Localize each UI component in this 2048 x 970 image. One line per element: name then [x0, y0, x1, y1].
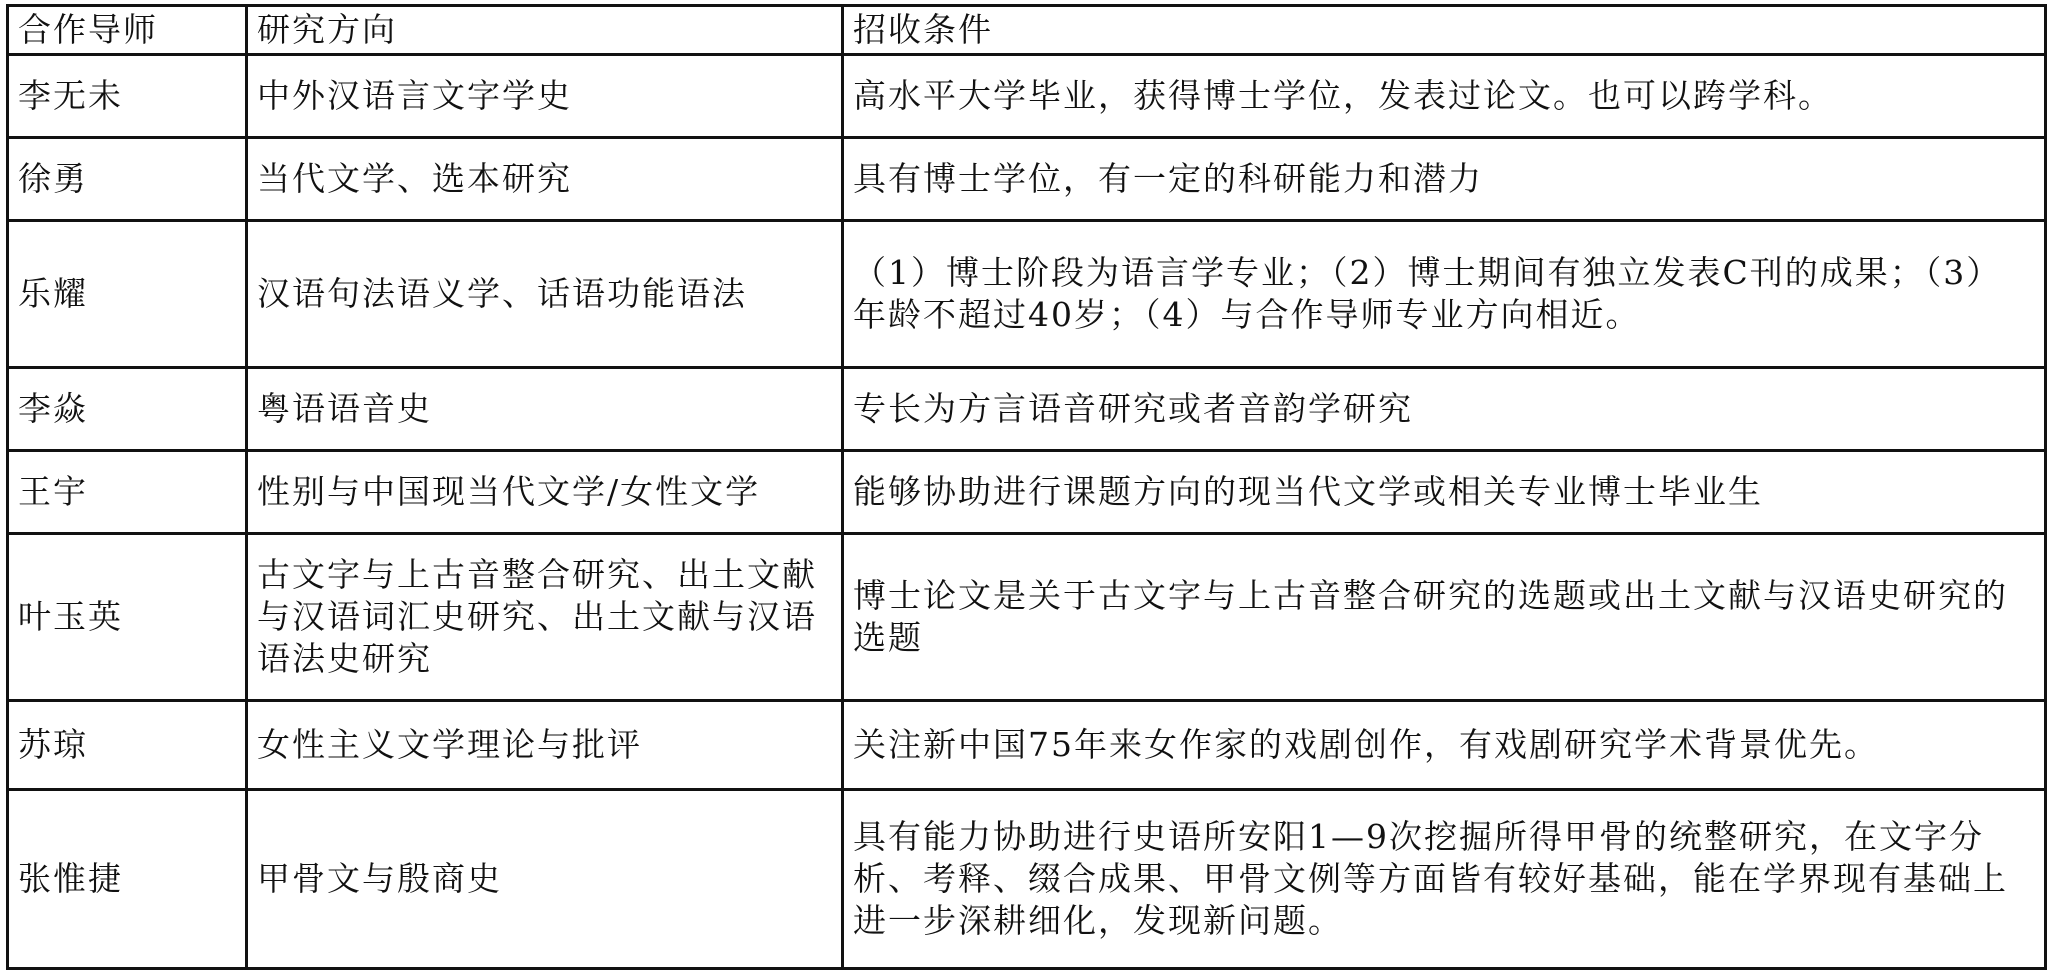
direction-cell: 甲骨文与殷商史	[247, 790, 843, 969]
requirements-cell: 具有博士学位，有一定的科研能力和潜力	[843, 138, 2046, 221]
advisor-cell: 徐勇	[8, 138, 247, 221]
table-row	[8, 451, 2046, 534]
advisor-cell: 李无未	[8, 55, 247, 138]
requirements-cell: （1）博士阶段为语言学专业；（2）博士期间有独立发表C刊的成果；（3）年龄不超过40岁；（4）与合作导师专业方向相近。	[843, 221, 2046, 368]
table-row	[8, 55, 2046, 138]
direction-cell: 粤语语音史	[247, 368, 843, 451]
table-row	[8, 701, 2046, 790]
header-advisor: 合作导师	[8, 6, 247, 55]
requirements-cell: 能够协助进行课题方向的现当代文学或相关专业博士毕业生	[843, 451, 2046, 534]
advisor-cell: 张惟捷	[8, 790, 247, 969]
requirements-cell: 关注新中国75年来女作家的戏剧创作，有戏剧研究学术背景优先。	[843, 701, 2046, 790]
advisor-table	[6, 4, 2047, 970]
table-row	[8, 221, 2046, 368]
direction-cell: 汉语句法语义学、话语功能语法	[247, 221, 843, 368]
direction-cell: 古文字与上古音整合研究、出土文献与汉语词汇史研究、出土文献与汉语语法史研究	[247, 534, 843, 701]
direction-cell: 中外汉语言文字学史	[247, 55, 843, 138]
table-row	[8, 534, 2046, 701]
requirements-cell: 博士论文是关于古文字与上古音整合研究的选题或出土文献与汉语史研究的选题	[843, 534, 2046, 701]
table-row	[8, 138, 2046, 221]
advisor-cell: 乐耀	[8, 221, 247, 368]
table-row	[8, 790, 2046, 969]
header-direction: 研究方向	[247, 6, 843, 55]
requirements-cell: 具有能力协助进行史语所安阳1—9次挖掘所得甲骨的统整研究，在文字分析、考释、缀合成果、甲骨文例等方面皆有较好基础，能在学界现有基础上进一步深耕细化，发现新问题。	[843, 790, 2046, 969]
direction-cell: 当代文学、选本研究	[247, 138, 843, 221]
header-row	[8, 6, 2046, 55]
direction-cell: 女性主义文学理论与批评	[247, 701, 843, 790]
header-requirements: 招收条件	[843, 6, 2046, 55]
requirements-cell: 高水平大学毕业，获得博士学位，发表过论文。也可以跨学科。	[843, 55, 2046, 138]
requirements-cell: 专长为方言语音研究或者音韵学研究	[843, 368, 2046, 451]
direction-cell: 性别与中国现当代文学/女性文学	[247, 451, 843, 534]
advisor-cell: 苏琼	[8, 701, 247, 790]
advisor-cell: 叶玉英	[8, 534, 247, 701]
table-row	[8, 368, 2046, 451]
advisor-cell: 王宇	[8, 451, 247, 534]
advisor-cell: 李焱	[8, 368, 247, 451]
